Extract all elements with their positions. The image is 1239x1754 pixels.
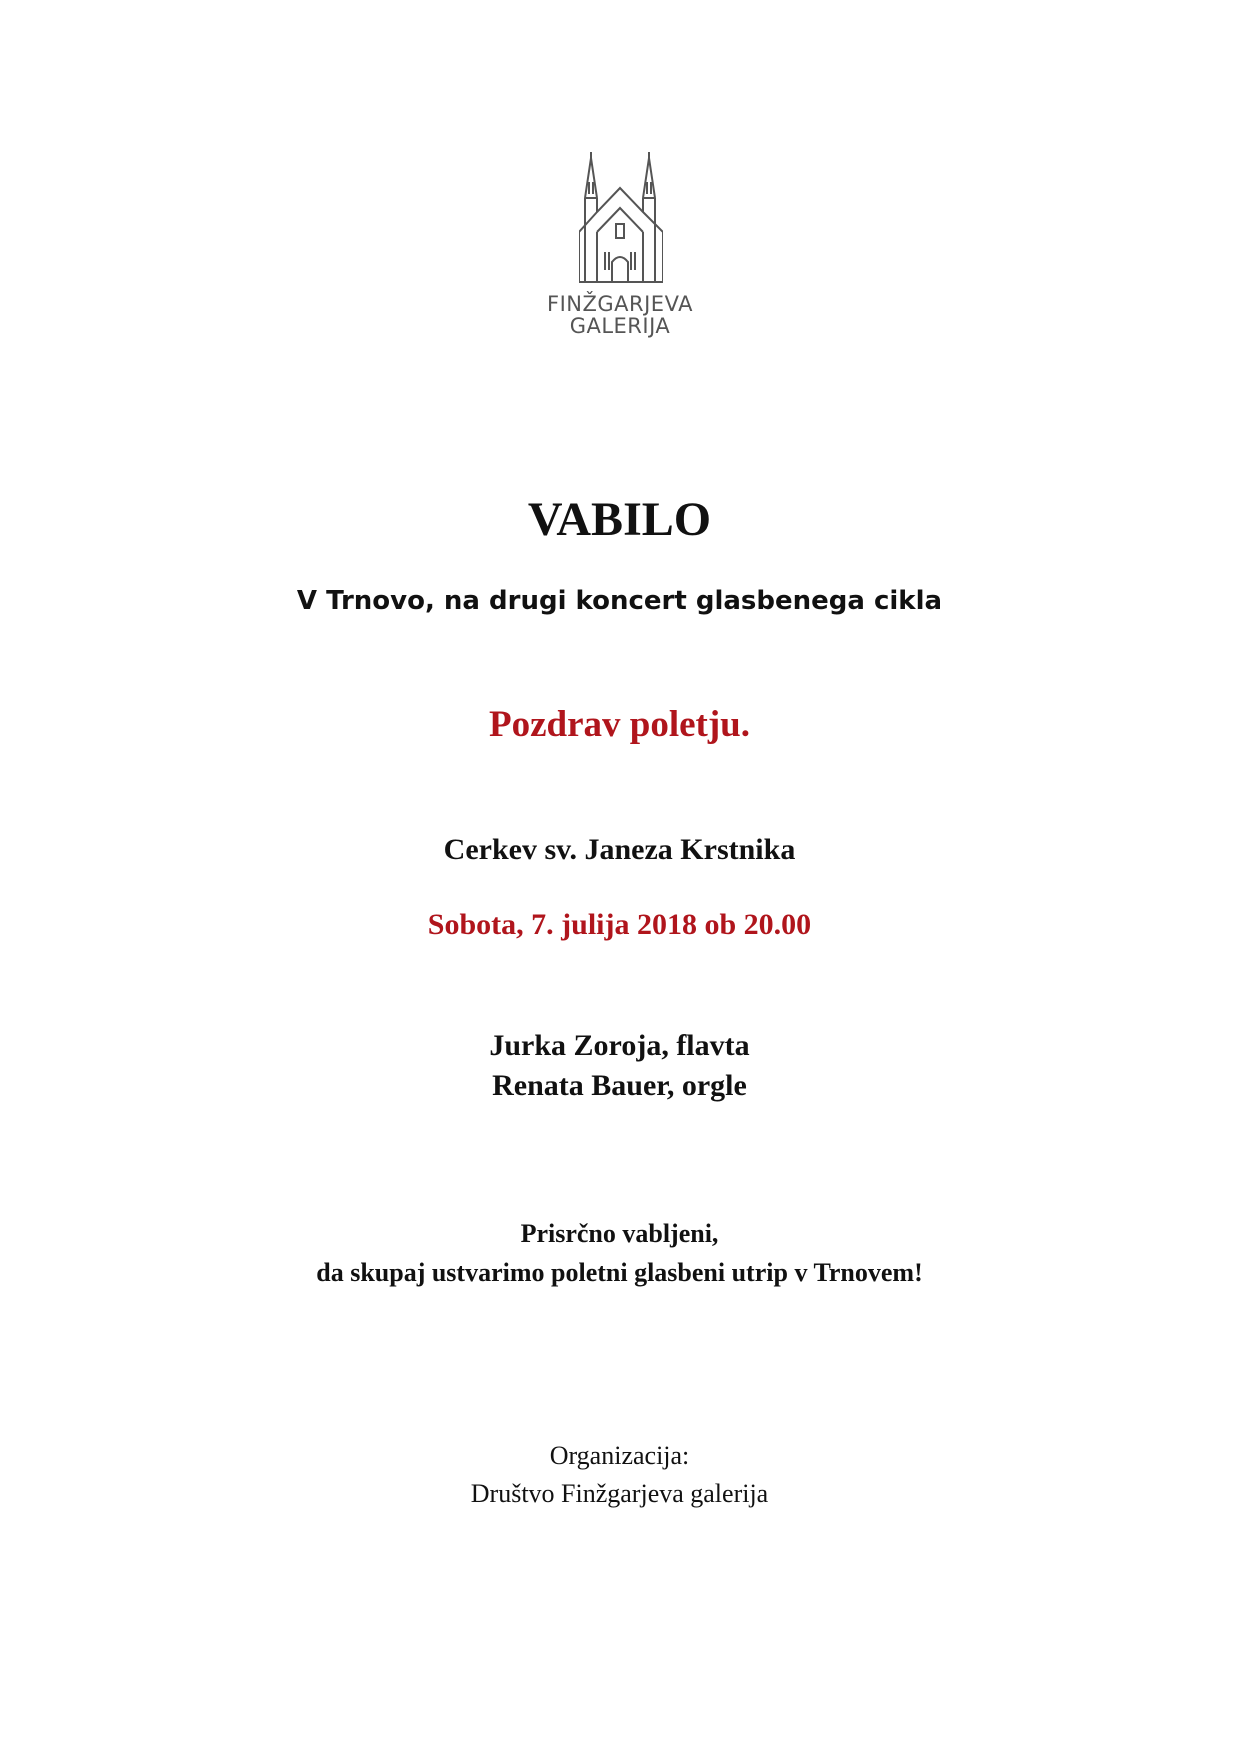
invitation-title: VABILO <box>527 493 712 546</box>
gallery-logo <box>547 152 693 342</box>
organizer-name: Društvo Finžgarjeva galerija <box>470 1479 769 1508</box>
concert-name: Pozdrav poletju. <box>488 704 751 745</box>
welcome-line-2: da skupaj ustvarimo poletni glasbeni utrip v Trnovem! <box>316 1258 923 1287</box>
performer-2: Renata Bauer, orgle <box>492 1069 747 1102</box>
invitation-subtitle: V Trnovo, na drugi koncert glasbenega cikla <box>296 586 943 616</box>
church-icon <box>579 152 663 284</box>
performer-1: Jurka Zoroja, flavta <box>489 1029 750 1062</box>
venue: Cerkev sv. Janeza Krstnika <box>443 833 796 866</box>
logo-text-line1: FINŽGARJEVA <box>547 292 693 316</box>
event-datetime: Sobota, 7. julija 2018 ob 20.00 <box>427 908 812 941</box>
organizer-label: Organizacija: <box>549 1441 690 1470</box>
welcome-line-1: Prisrčno vabljeni, <box>520 1219 719 1248</box>
logo-text-line2: GALERIJA <box>569 314 671 338</box>
